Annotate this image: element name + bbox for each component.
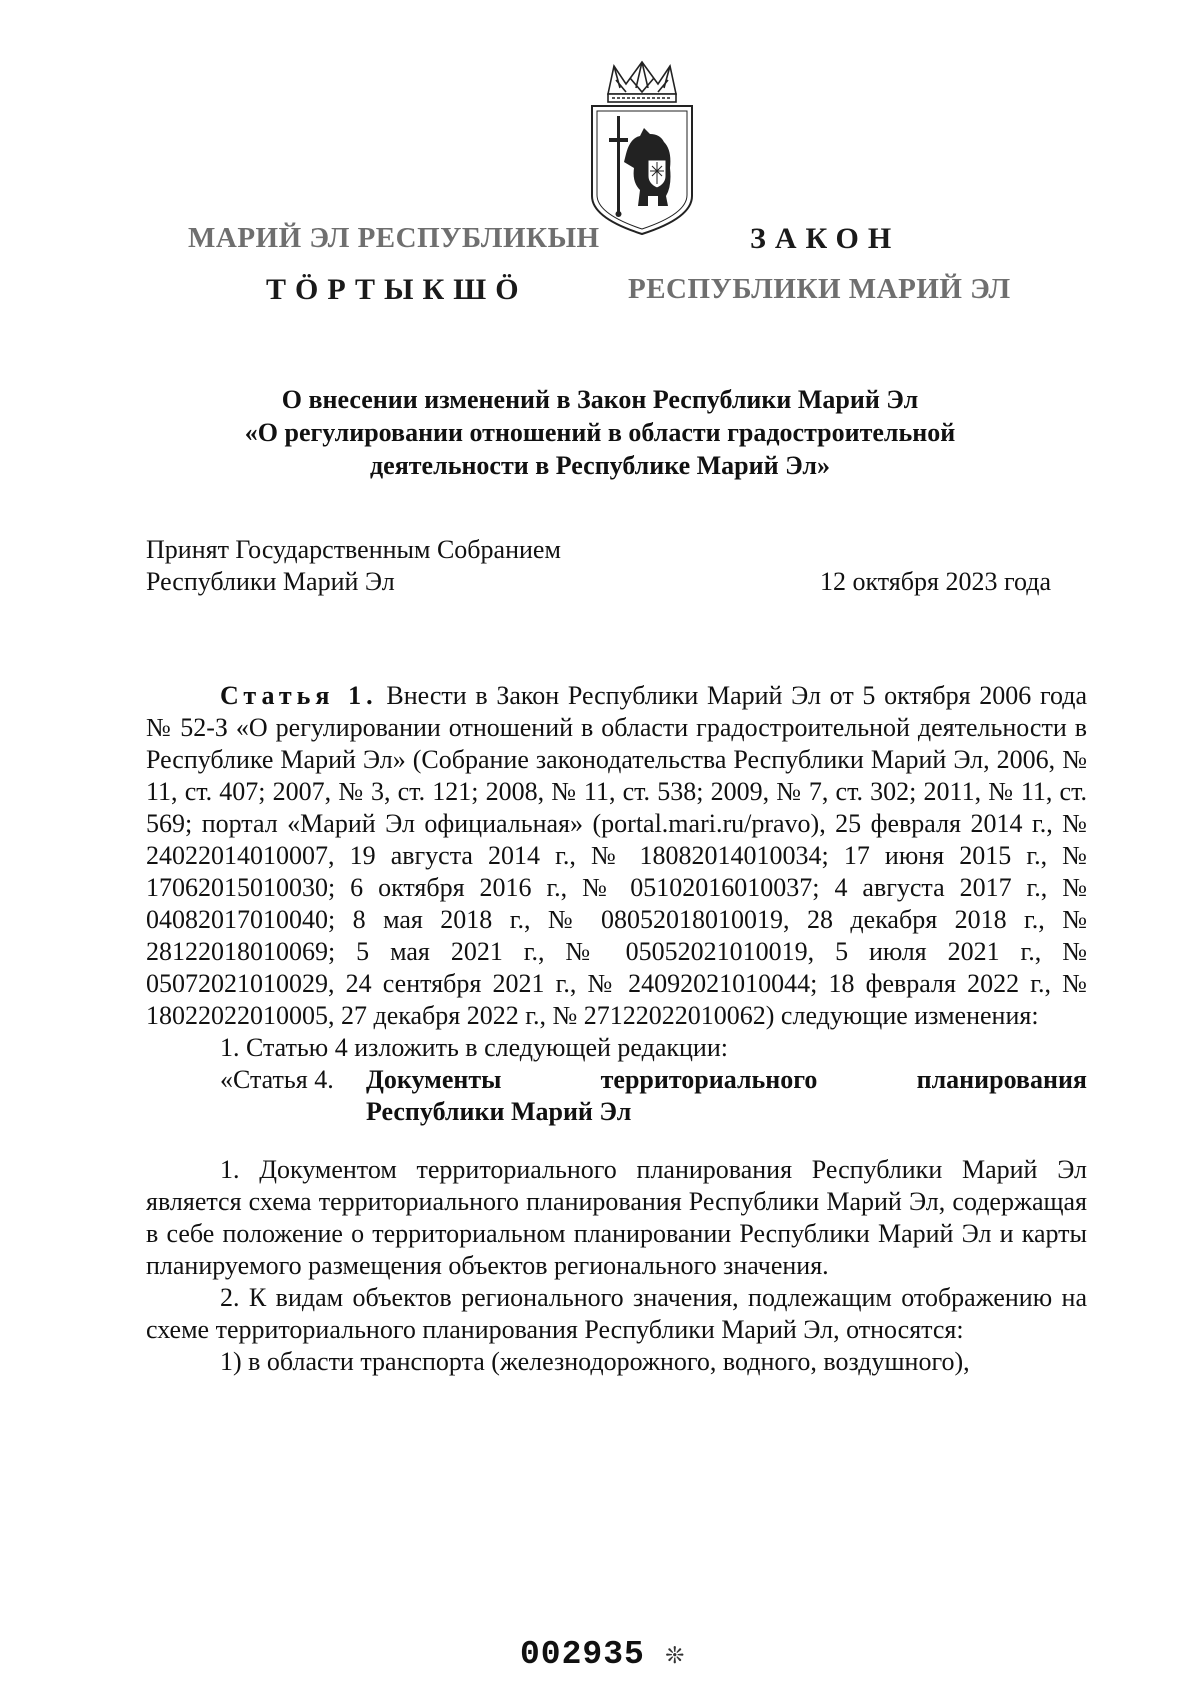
article-4-title-line1: Документы территориального планирования: [366, 1065, 1087, 1094]
document-title: [150, 383, 1050, 482]
form-number: 002935: [520, 1636, 645, 1673]
paragraph-2: 2. К видам объектов регионального значения, подлежащим отображению на схеме территориального планирования Республики Марий Эл, относятся:: [146, 1283, 1087, 1344]
article-4-heading: [146, 1064, 1087, 1128]
paragraph-3: 1) в области транспорта (железнодорожного, водного, воздушного),: [220, 1347, 970, 1376]
item-1: 1. Статью 4 изложить в следующей редакции:: [220, 1033, 728, 1062]
article-4-title-line2: Республики Марий Эл: [366, 1097, 632, 1126]
header-right-line1: ЗАКОН: [750, 222, 901, 255]
title-line3: деятельности в Республике Марий Эл»: [370, 451, 830, 480]
article-1: [146, 680, 1087, 1378]
paragraph-1: 1. Документом территориального планирования Республики Марий Эл является схема территориального планирования Республики Марий Эл, содержащая в себе положение о территориальном планировании Республики Марий Эл и карты планируемого размещения объектов регионального значения.: [146, 1155, 1087, 1280]
header-right-line2: РЕСПУБЛИКИ МАРИЙ ЭЛ: [628, 273, 1011, 305]
adoption-date: 12 октября 2023 года: [820, 567, 1051, 596]
title-line1: О внесении изменений в Закон Республики Марий Эл: [281, 385, 919, 414]
mari-el-coat-of-arms-icon: [586, 58, 698, 236]
header-left-line2: ТӦРТЫКШӦ: [266, 273, 528, 306]
adoption-line1: Принят Государственным Собранием: [146, 535, 561, 564]
stamp-mark-icon: ❊: [665, 1639, 685, 1673]
adoption-line2: Республики Марий Эл: [146, 567, 395, 596]
article-4-label: «Статья 4.: [220, 1065, 334, 1094]
title-line2: «О регулировании отношений в области градостроительной: [244, 418, 956, 447]
article-1-label: Статья 1.: [220, 681, 378, 710]
article-1-text: Внести в Закон Республики Марий Эл от 5 октября 2006 года № 52-З «О регулировании отношений в области градостроительной деятельности в Республике Марий Эл» (Собрание законодательства Республики Марий Эл, 2006, № 11, ст. 407; 2007, № 3, ст. 121; 2008, № 11, ст. 538; 2009, № 7, ст. 302; 2011, № 11, ст. 569; портал «Марий Эл официальная» (portal.mari.ru/pravo), 25 февраля 2014 г., № 24022014010007, 19 августа 2014 г., № 18082014010034; 17 июня 2015 г., № 17062015010030; 6 октября 2016 г., № 05102016010037; 4 августа 2017 г., № 04082017010040; 8 мая 2018 г., № 08052018010019, 28 декабря 2018 г., № 28122018010069; 5 мая 2021 г., № 05052021010019, 5 июля 2021 г., № 05072021010029, 24 сентября 2021 г., № 24092021010044; 18 февраля 2022 г., № 18022022010005, 27 декабря 2022 г., № 27122022010062) следующие изменения:: [146, 681, 1088, 1030]
header-left-line1: МАРИЙ ЭЛ РЕСПУБЛИКЫН: [188, 222, 600, 254]
form-number-stamp: [520, 1636, 685, 1673]
article-1-paragraph: [146, 680, 1087, 1032]
